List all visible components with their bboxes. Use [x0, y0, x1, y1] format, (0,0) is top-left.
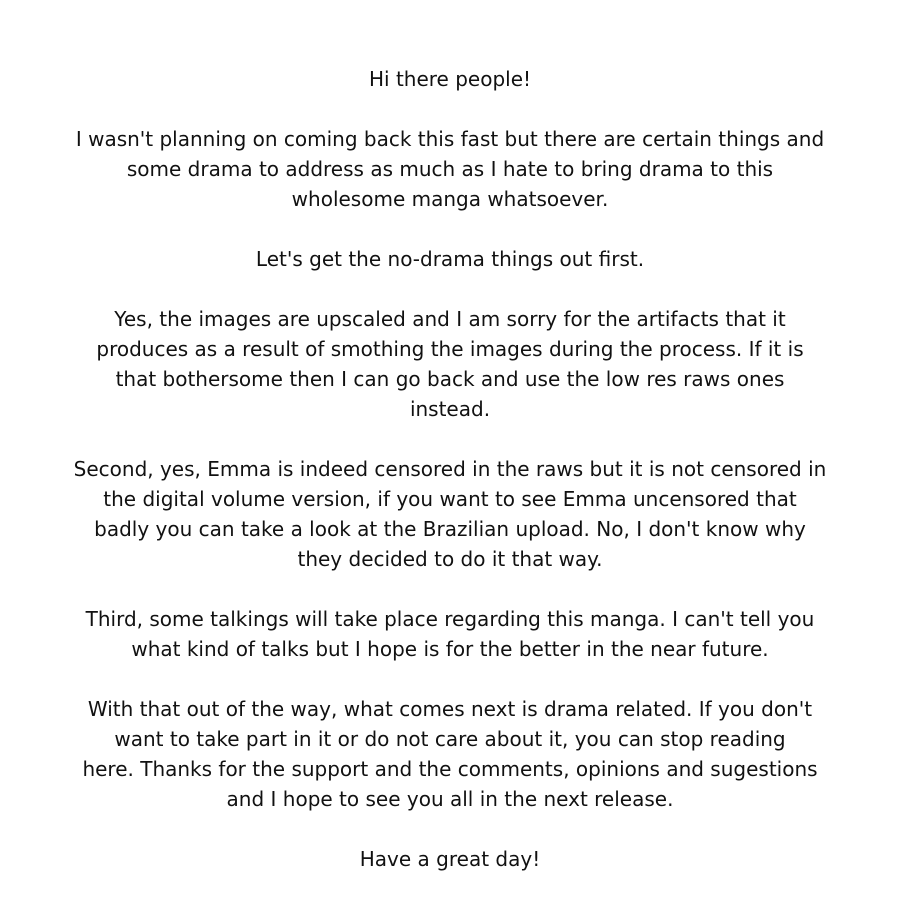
text-line: produces as a result of smothing the images during the process. If it is [96, 337, 804, 361]
text-line: here. Thanks for the support and the comments, opinions and sugestions [82, 757, 818, 781]
text-line: what kind of talks but I hope is for the better in the near future. [131, 637, 769, 661]
paragraph-upscaled-images [10, 304, 890, 424]
text-line: instead. [409, 397, 491, 421]
text-line: I wasn't planning on coming back this fast but there are certain things and [75, 127, 825, 151]
greeting [10, 64, 890, 94]
text-line: the digital volume version, if you want to see Emma uncensored that [103, 487, 797, 511]
text-line: and I hope to see you all in the next release. [226, 787, 674, 811]
text-line: want to take part in it or do not care about it, you can stop reading [114, 727, 786, 751]
paragraph-intro [10, 124, 890, 214]
text-line: they decided to do it that way. [297, 547, 603, 571]
text-line: badly you can take a look at the Brazilian upload. No, I don't know why [94, 517, 806, 541]
greeting-text: Hi there people! [368, 67, 532, 91]
closing-text: Have a great day! [359, 847, 541, 871]
text-line: Yes, the images are upscaled and I am sorry for the artifacts that it [114, 307, 786, 331]
text-line: Second, yes, Emma is indeed censored in the raws but it is not censored in [73, 457, 827, 481]
text-line: wholesome manga whatsoever. [291, 187, 609, 211]
text-line: some drama to address as much as I hate to bring drama to this [126, 157, 774, 181]
text-line: that bothersome then I can go back and use the low res raws ones [115, 367, 785, 391]
paragraph-drama [10, 694, 890, 814]
closing [10, 844, 890, 874]
text-line: With that out of the way, what comes next is drama related. If you don't [87, 697, 813, 721]
text-line: Third, some talkings will take place regarding this manga. I can't tell you [85, 607, 815, 631]
paragraph-censorship [10, 454, 890, 574]
paragraph-talks [10, 604, 890, 664]
paragraph-no-drama [10, 244, 890, 274]
text-line: Let's get the no-drama things out first. [255, 247, 645, 271]
